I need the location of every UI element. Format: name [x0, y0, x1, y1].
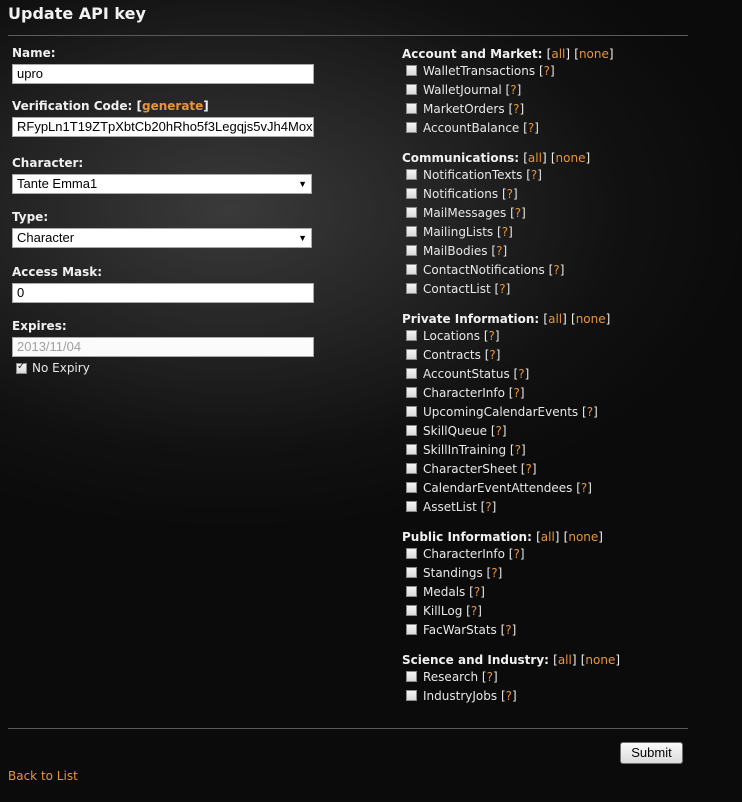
select-all-link[interactable]: all — [557, 653, 572, 667]
permission-label: IndustryJobs — [423, 689, 498, 703]
expires-input[interactable]: 2013/11/04 — [12, 337, 314, 357]
permission-label: MailBodies — [423, 244, 488, 258]
permission-item: ContactList [?] — [402, 280, 702, 299]
permission-item: IndustryJobs [?] — [402, 687, 702, 706]
permission-item: KillLog [?] — [402, 602, 702, 621]
permission-checkbox[interactable] — [406, 482, 417, 493]
permission-item: CharacterInfo [?] — [402, 384, 702, 403]
permission-item: WalletJournal [?] — [402, 81, 702, 100]
permission-label: CalendarEventAttendees — [423, 481, 573, 495]
help-link[interactable]: ? — [510, 83, 517, 97]
permission-item: WalletTransactions [?] — [402, 62, 702, 81]
permission-item: AssetList [?] — [402, 498, 702, 517]
permission-group — [402, 46, 702, 138]
permission-item: SkillInTraining [?] — [402, 441, 702, 460]
permission-label: ContactNotifications — [423, 263, 545, 277]
permission-checkbox[interactable] — [406, 349, 417, 360]
help-link[interactable]: ? — [586, 405, 594, 419]
select-all-link[interactable]: all — [540, 530, 555, 544]
permission-checkbox[interactable] — [406, 387, 417, 398]
permission-checkbox[interactable] — [406, 444, 417, 455]
help-link[interactable]: ? — [513, 547, 520, 561]
permissions-panel — [402, 46, 702, 718]
permission-item: UpcomingCalendarEvents [?] — [402, 403, 702, 422]
permission-checkbox[interactable] — [406, 406, 417, 417]
permission-group — [402, 652, 702, 706]
permission-label: Research — [423, 670, 479, 684]
permission-checkbox[interactable] — [406, 122, 417, 133]
help-link[interactable]: ? — [514, 443, 521, 457]
permission-label: Notifications — [423, 187, 499, 201]
permission-item: MailBodies [?] — [402, 242, 702, 261]
help-link[interactable]: ? — [505, 623, 512, 637]
help-link[interactable]: ? — [488, 329, 495, 343]
permission-item: CalendarEventAttendees [?] — [402, 479, 702, 498]
select-none-link[interactable]: none — [568, 530, 599, 544]
permission-item: Locations [?] — [402, 327, 702, 346]
permission-checkbox[interactable] — [406, 169, 417, 180]
type-select-value: Character — [17, 230, 75, 245]
permission-checkbox[interactable] — [406, 84, 417, 95]
verification-code-input[interactable]: RFypLn1T19ZTpXbtCb20hRho5f3Legqjs5vJh4Mox — [12, 117, 314, 137]
permission-item: Standings [?] — [402, 564, 702, 583]
select-none-link[interactable]: none — [578, 47, 609, 61]
permission-group — [402, 311, 702, 517]
permission-group-name: Communications: — [402, 151, 520, 165]
character-select[interactable] — [12, 174, 312, 194]
character-select-value: Tante Emma1 — [17, 176, 98, 191]
permission-checkbox[interactable] — [406, 690, 417, 701]
help-link[interactable]: ? — [489, 348, 496, 362]
permission-checkbox[interactable] — [406, 283, 417, 294]
permission-group — [402, 150, 702, 299]
permission-checkbox[interactable] — [406, 330, 417, 341]
permission-label: Locations — [423, 329, 481, 343]
permission-checkbox[interactable] — [406, 65, 417, 76]
permission-label: Medals — [423, 585, 466, 599]
permission-label: NotificationTexts — [423, 168, 523, 182]
permission-group-name: Account and Market: — [402, 47, 543, 61]
help-link[interactable]: ? — [470, 604, 478, 618]
permission-label: WalletTransactions — [423, 64, 536, 78]
permission-group-title: Communications: [all] [none] — [402, 151, 591, 165]
permission-item: AccountBalance [?] — [402, 119, 702, 138]
help-link[interactable]: ? — [518, 367, 525, 381]
permission-group-title: Public Information: [all] [none] — [402, 530, 603, 544]
permission-group-name: Private Information: — [402, 312, 540, 326]
permission-label: ContactList — [423, 282, 491, 296]
help-link[interactable]: ? — [496, 244, 503, 258]
permission-label: CharacterSheet — [423, 462, 517, 476]
help-link[interactable]: ? — [473, 585, 481, 599]
permission-checkbox[interactable] — [406, 501, 417, 512]
permission-checkbox[interactable] — [406, 188, 417, 199]
help-link[interactable]: ? — [530, 168, 538, 182]
help-link[interactable]: ? — [486, 670, 493, 684]
footer-divider — [8, 728, 688, 729]
submit-button[interactable]: Submit — [620, 742, 683, 764]
permission-label: CharacterInfo — [423, 547, 505, 561]
permission-group-name: Public Information: — [402, 530, 532, 544]
expires-label: Expires: — [12, 319, 67, 333]
permission-item: CharacterInfo [?] — [402, 545, 702, 564]
permission-item: Contracts [?] — [402, 346, 702, 365]
help-link[interactable]: ? — [543, 64, 550, 78]
permission-label: Contracts — [423, 348, 481, 362]
permission-label: WalletJournal — [423, 83, 502, 97]
permission-group-title: Account and Market: [all] [none] — [402, 47, 614, 61]
select-all-link[interactable]: all — [548, 312, 563, 326]
help-link[interactable]: ? — [499, 282, 506, 296]
permission-label: MailingLists — [423, 225, 494, 239]
chevron-down-icon: ▼ — [298, 179, 307, 189]
permission-label: FacWarStats — [423, 623, 497, 637]
help-link[interactable]: ? — [514, 206, 522, 220]
help-link[interactable]: ? — [505, 689, 512, 703]
permission-checkbox[interactable] — [406, 586, 417, 597]
permission-label: MailMessages — [423, 206, 507, 220]
no-expiry-option[interactable] — [16, 361, 322, 375]
permission-checkbox[interactable] — [406, 548, 417, 559]
permission-checkbox[interactable] — [406, 624, 417, 635]
permission-checkbox[interactable] — [406, 207, 417, 218]
help-link[interactable]: ? — [485, 500, 492, 514]
character-label: Character: — [12, 156, 84, 170]
permission-group — [402, 529, 702, 640]
permission-label: AssetList — [423, 500, 477, 514]
page-title: Update API key — [8, 4, 146, 23]
type-label: Type: — [12, 210, 49, 224]
key-details-form — [12, 46, 322, 375]
select-none-link[interactable]: none — [575, 312, 606, 326]
access-mask-label: Access Mask: — [12, 265, 103, 279]
permission-item: MailingLists [?] — [402, 223, 702, 242]
permission-item: Research [?] — [402, 668, 702, 687]
verification-code-label-text: Verification Code: — [12, 99, 133, 113]
permission-group-name: Science and Industry: — [402, 653, 549, 667]
permission-label: UpcomingCalendarEvents — [423, 405, 579, 419]
permission-label: SkillInTraining — [423, 443, 507, 457]
permission-group-title: Science and Industry: [all] [none] — [402, 653, 621, 667]
name-label: Name: — [12, 46, 56, 60]
permission-item: MailMessages [?] — [402, 204, 702, 223]
help-link[interactable]: ? — [501, 225, 509, 239]
help-link[interactable]: ? — [553, 263, 560, 277]
permission-item: AccountStatus [?] — [402, 365, 702, 384]
select-all-link[interactable]: all — [527, 151, 542, 165]
permission-item: NotificationTexts [?] — [402, 166, 702, 185]
permission-checkbox[interactable] — [406, 567, 417, 578]
help-link[interactable]: ? — [527, 121, 535, 135]
no-expiry-checkbox[interactable] — [16, 363, 27, 374]
help-link[interactable]: ? — [580, 481, 588, 495]
help-link[interactable]: ? — [513, 386, 520, 400]
back-to-list-link[interactable]: Back to List — [8, 769, 78, 783]
access-mask-input[interactable]: 0 — [12, 283, 314, 303]
permission-checkbox[interactable] — [406, 425, 417, 436]
permission-item: SkillQueue [?] — [402, 422, 702, 441]
help-link[interactable]: ? — [491, 566, 498, 580]
no-expiry-label: No Expiry — [32, 361, 90, 375]
permission-label: AccountStatus — [423, 367, 510, 381]
permission-group-title: Private Information: [all] [none] — [402, 312, 611, 326]
permission-checkbox[interactable] — [406, 671, 417, 682]
permission-item: Medals [?] — [402, 583, 702, 602]
select-all-link[interactable]: all — [551, 47, 566, 61]
permission-checkbox[interactable] — [406, 368, 417, 379]
permission-label: SkillQueue — [423, 424, 487, 438]
permission-checkbox[interactable] — [406, 103, 417, 114]
type-select[interactable] — [12, 228, 312, 248]
permission-item: CharacterSheet [?] — [402, 460, 702, 479]
permission-item: ContactNotifications [?] — [402, 261, 702, 280]
header-divider — [8, 35, 688, 36]
select-none-link[interactable]: none — [585, 653, 616, 667]
help-link[interactable]: ? — [513, 102, 520, 116]
chevron-down-icon: ▼ — [298, 233, 307, 243]
permission-label: CharacterInfo — [423, 386, 505, 400]
permission-label: MarketOrders — [423, 102, 505, 116]
permission-checkbox[interactable] — [406, 264, 417, 275]
help-link[interactable]: ? — [495, 424, 502, 438]
permission-item: Notifications [?] — [402, 185, 702, 204]
select-none-link[interactable]: none — [555, 151, 586, 165]
permission-item: FacWarStats [?] — [402, 621, 702, 640]
verification-code-label: Verification Code: [generate] — [12, 99, 209, 113]
permission-label: AccountBalance — [423, 121, 520, 135]
name-input[interactable]: upro — [12, 64, 314, 84]
permission-checkbox[interactable] — [406, 463, 417, 474]
permission-label: Standings — [423, 566, 483, 580]
permission-checkbox[interactable] — [406, 605, 417, 616]
help-link[interactable]: ? — [506, 187, 513, 201]
permission-checkbox[interactable] — [406, 245, 417, 256]
generate-link[interactable]: generate — [141, 99, 204, 113]
permission-label: KillLog — [423, 604, 463, 618]
permission-item: MarketOrders [?] — [402, 100, 702, 119]
help-link[interactable]: ? — [525, 462, 532, 476]
permission-checkbox[interactable] — [406, 226, 417, 237]
